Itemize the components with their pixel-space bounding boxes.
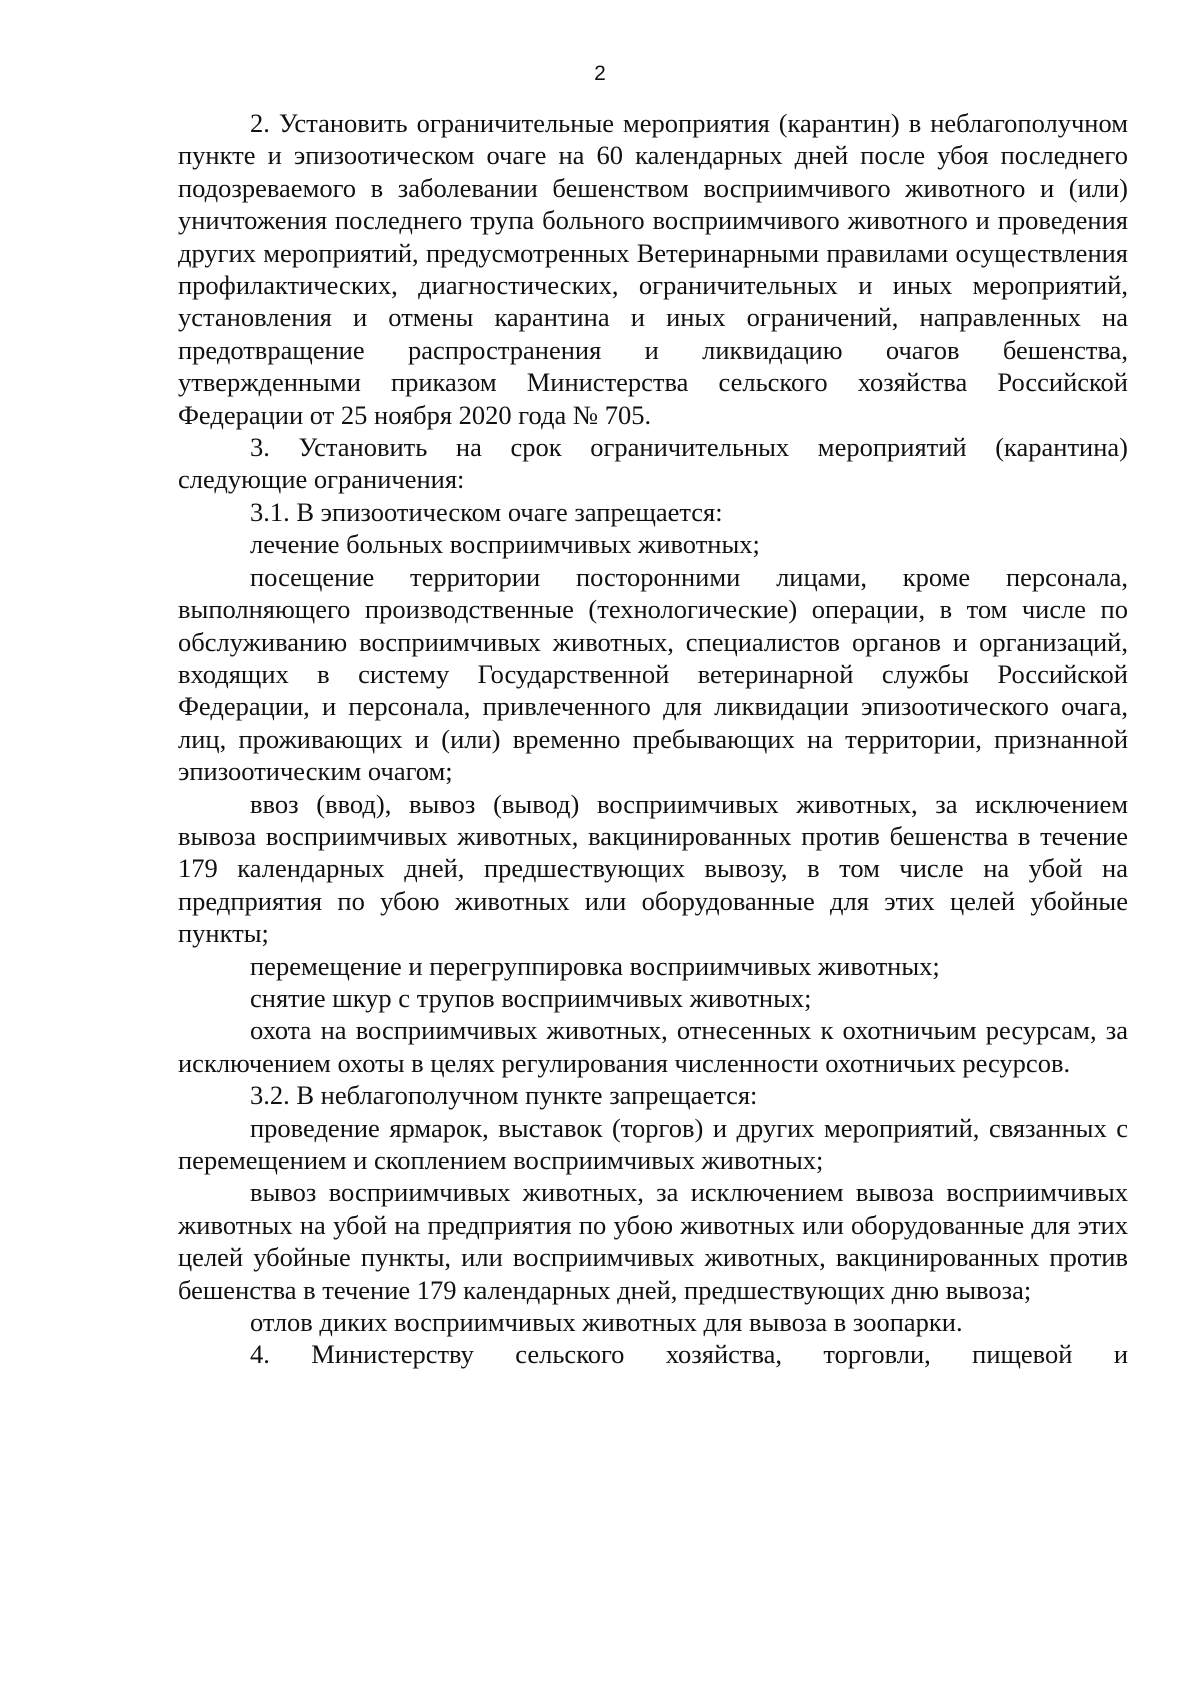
paragraph-2-quarantine: 2. Установить ограничительные мероприятия (карантин) в неблагополучном пункте и эпизоотическом очаге на 60 календарных дней после убоя последнего подозреваемого в заболевании бешенством восприимчивого животного и (или) уничтожения последнего трупа больного восприимчивого животного и проведения других мероприятий, предусмотренных Ветеринарными правилами осуществления профилактических, диагностических, ограничительных и иных мероприятий, установления и отмены карантина и иных ограничений, направленных на предотвращение распространения и ликвидацию очагов бешенства, утвержденными приказом Министерства сельского хозяйства Российской Федерации от 25 ноября 2020 года № 705. <box>178 108 1128 430</box>
paragraph-3-2-item-fairs: проведение ярмарок, выставок (торгов) и других мероприятий, связанных с перемещением и скоплением восприимчивых животных; <box>178 1112 1128 1175</box>
document-body <box>178 107 1128 1371</box>
paragraph-3-1-item-hunting: охота на восприимчивых животных, отнесенных к охотничьим ресурсам, за исключением охоты в целях регулирования численности охотничьих ресурсов. <box>178 1015 1128 1078</box>
paragraph-3-1-item-transport: ввоз (ввод), вывоз (вывод) восприимчивых животных, за исключением вывоза восприимчивых животных, вакцинированных против бешенства в течение 179 календарных дней, предшествующих вывозу, в том числе на убой на предприятия по убою животных или оборудованные для этих целей убойные пункты; <box>178 788 1128 949</box>
paragraph-3-2-heading: 3.2. В неблагополучном пункте запрещается: <box>250 1080 758 1111</box>
paragraph-3-1-heading: 3.1. В эпизоотическом очаге запрещается: <box>250 496 723 527</box>
paragraph-3-1-item-visits: посещение территории посторонними лицами, кроме персонала, выполняющего производственные (технологические) операции, в том числе по обслуживанию восприимчивых животных, специалистов органов и организаций, входящих в систему Государственной ветеринарной службы Российской Федерации, и персонала, привлеченного для ликвидации эпизоотического очага, лиц, проживающих и (или) временно пребывающих на территории, признанной эпизоотическим очагом; <box>178 561 1128 787</box>
paragraph-3-1-item-regrouping: перемещение и перегруппировка восприимчивых животных; <box>250 950 940 981</box>
paragraph-3-1-item-skins: снятие шкур с трупов восприимчивых животных; <box>250 982 812 1013</box>
paragraph-3-2-item-export: вывоз восприимчивых животных, за исключением вывоза восприимчивых животных на убой на предприятия по убою животных или оборудованные для этих целей убойные пункты, или восприимчивых животных, вакцинированных против бешенства в течение 179 календарных дней, предшествующих дню вывоза; <box>178 1177 1128 1305</box>
paragraph-3-2-item-capture: отлов диких восприимчивых животных для вывоза в зоопарки. <box>250 1307 963 1338</box>
paragraph-4-ministry: 4. Министерству сельского хозяйства, торговли, пищевой и <box>250 1339 1128 1370</box>
paragraph-3-1-item-treatment: лечение больных восприимчивых животных; <box>250 529 760 560</box>
paragraph-3-restrictions: 3. Установить на срок ограничительных мероприятий (карантина) следующие ограничения: <box>178 432 1128 495</box>
page-number: 2 <box>594 62 606 85</box>
